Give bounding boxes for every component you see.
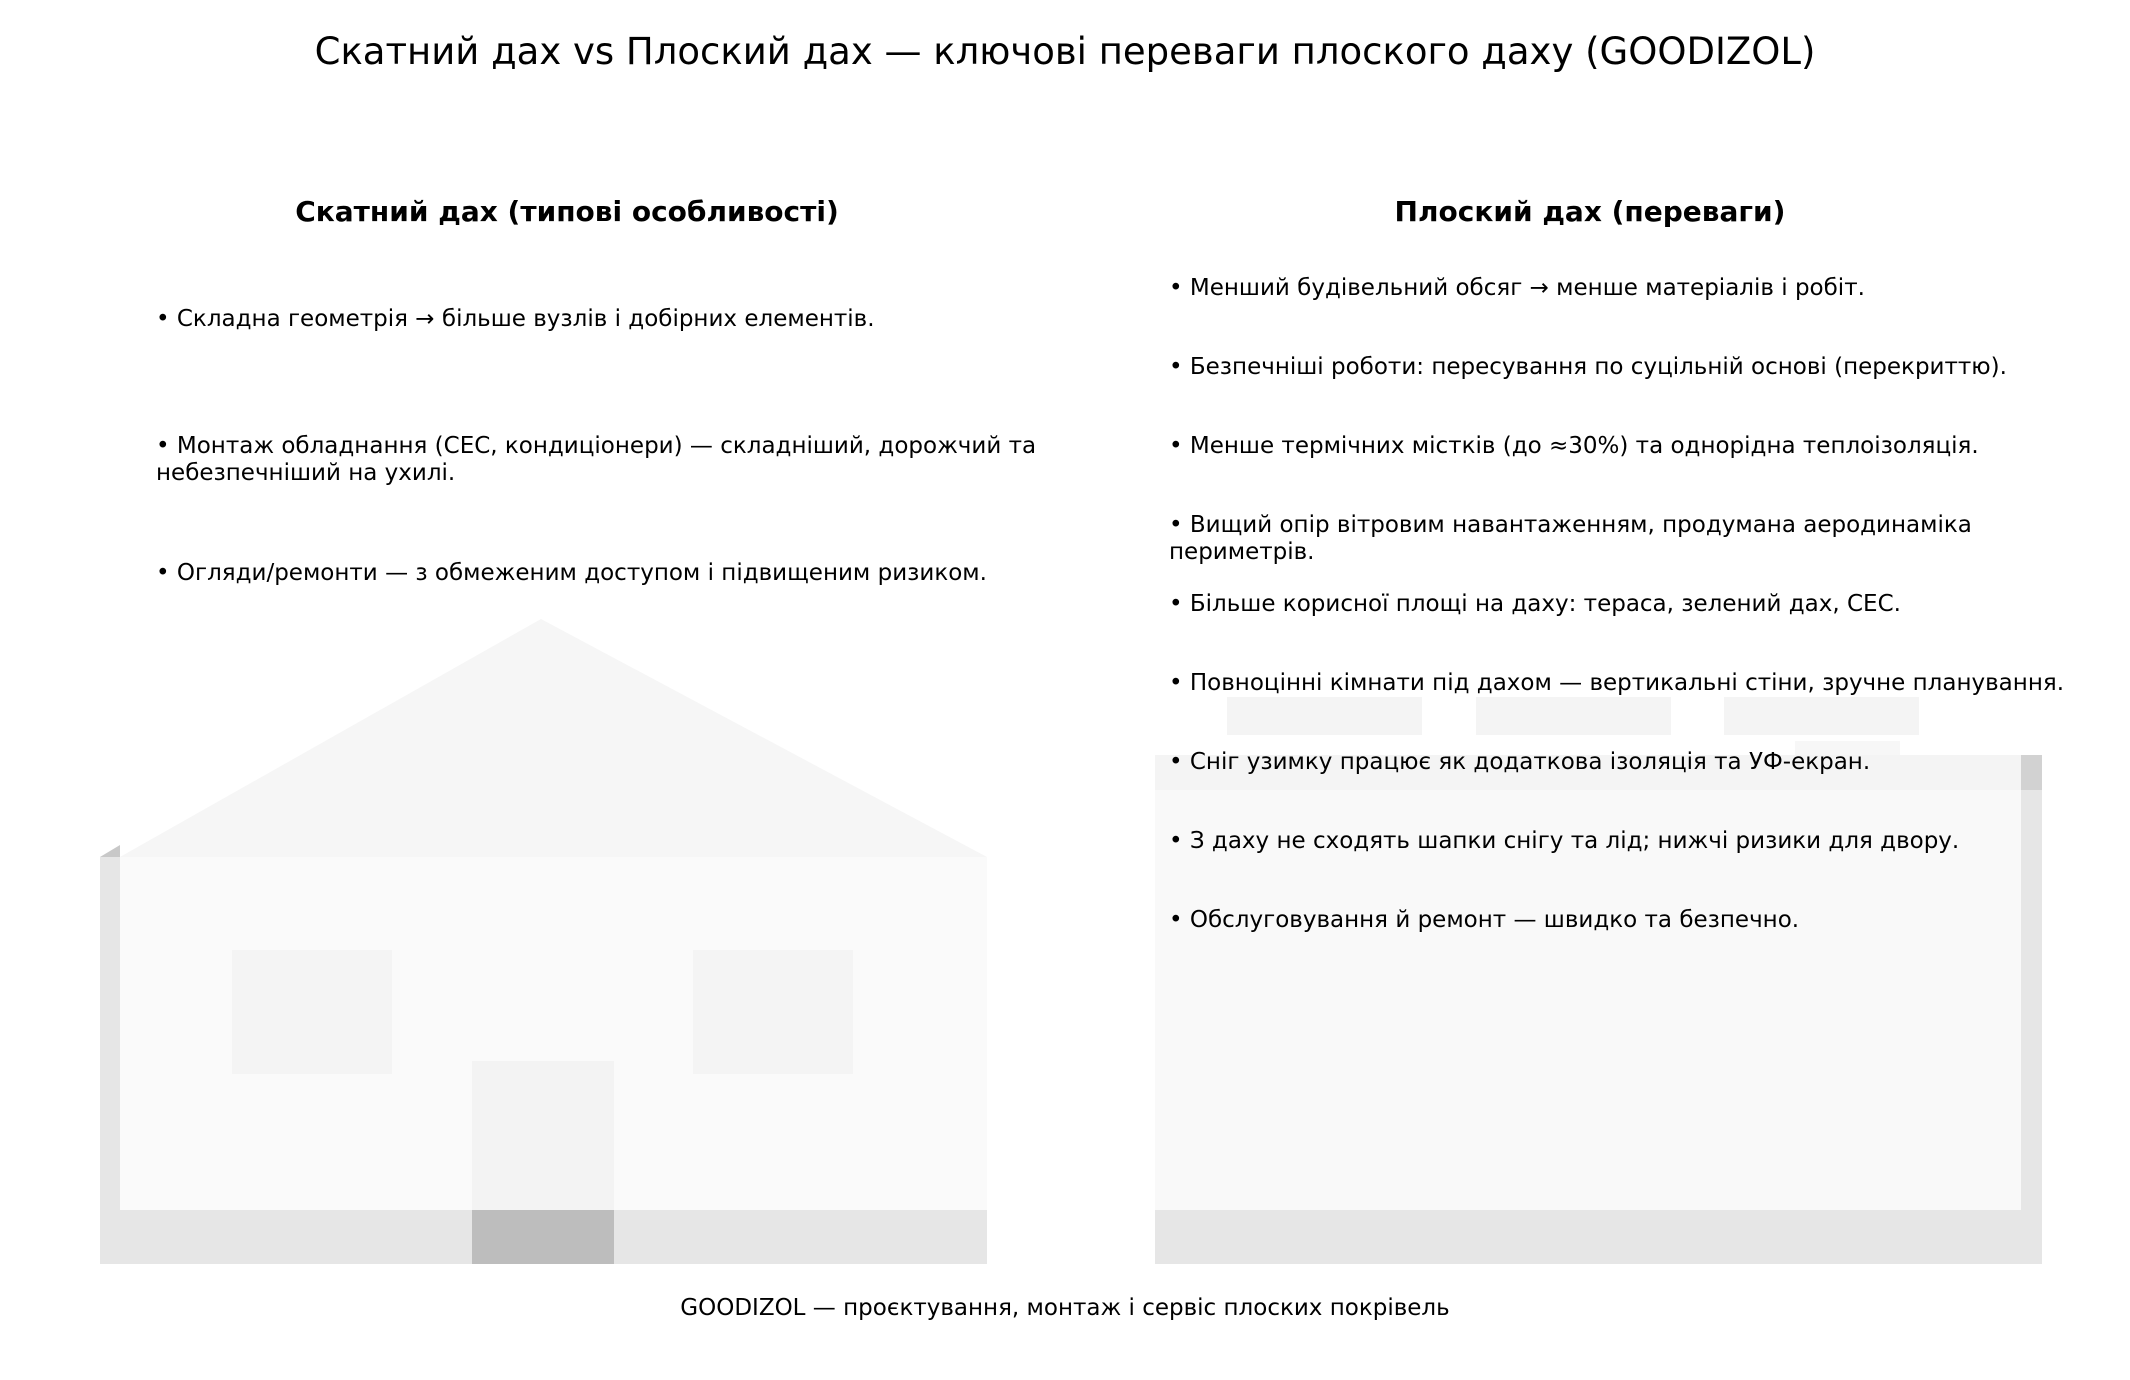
house-door <box>472 1061 614 1210</box>
pitched-roof <box>120 619 987 857</box>
flat-roof-heading: Плоский дах (переваги) <box>1394 195 1786 228</box>
pitched-roof-heading: Скатний дах (типові особливості) <box>295 195 839 228</box>
flat-roof-bullet: • Безпечніші роботи: пересування по суцільній основі (перекриттю). <box>1169 354 2007 380</box>
page-title: Скатний дах vs Плоский дах — ключові переваги плоского даху (GOODIZOL) <box>314 30 1816 73</box>
house-door-step <box>472 1210 614 1264</box>
flat-roof-bullet: • Менше термічних містків (до ≈30%) та однорідна теплоізоляція. <box>1169 433 1979 459</box>
pitched-roof-bullet: • Складна геометрія → більше вузлів і добірних елементів. <box>156 306 875 332</box>
pitched-roof-bullet: • Монтаж обладнання (СЕС, кондиціонери) — складніший, дорожчий та небезпечніший на ухилі. <box>156 433 1037 486</box>
house-window-right <box>693 950 853 1074</box>
rooftop-panel-3 <box>1724 697 1919 735</box>
flat-roof-bullet: • Обслуговування й ремонт — швидко та безпечно. <box>1169 907 1800 933</box>
flat-roof-bullet: • Сніг узимку працює як додаткова ізоляція та УФ-екран. <box>1169 749 1871 775</box>
flat-roof-bullet: • Вищий опір вітровим навантаженням, продумана аеродинаміка периметрів. <box>1169 512 1972 565</box>
footer-caption: GOODIZOL — проєктування, монтаж і сервіс плоских покрівель <box>680 1295 1450 1321</box>
flat-roof-bullet: • Повноцінні кімнати під дахом — вертикальні стіни, зручне планування. <box>1169 670 2065 696</box>
flat-roof-bullet: • Більше корисної площі на даху: тераса, зелений дах, СЕС. <box>1169 591 1901 617</box>
roof-eave-shadow <box>100 845 120 857</box>
rooftop-panel-1 <box>1227 697 1422 735</box>
flat-house-wall <box>1155 755 2021 1210</box>
house-window-left <box>232 950 392 1074</box>
flat-roof-bullet: • З даху не сходять шапки снігу та лід; нижчі ризики для двору. <box>1169 828 1960 854</box>
rooftop-panel-2 <box>1476 697 1671 735</box>
flat-roof-bullet: • Менший будівельний обсяг → менше матеріалів і робіт. <box>1169 275 1865 301</box>
pitched-roof-bullet: • Огляди/ремонти — з обмеженим доступом і підвищеним ризиком. <box>156 560 987 586</box>
